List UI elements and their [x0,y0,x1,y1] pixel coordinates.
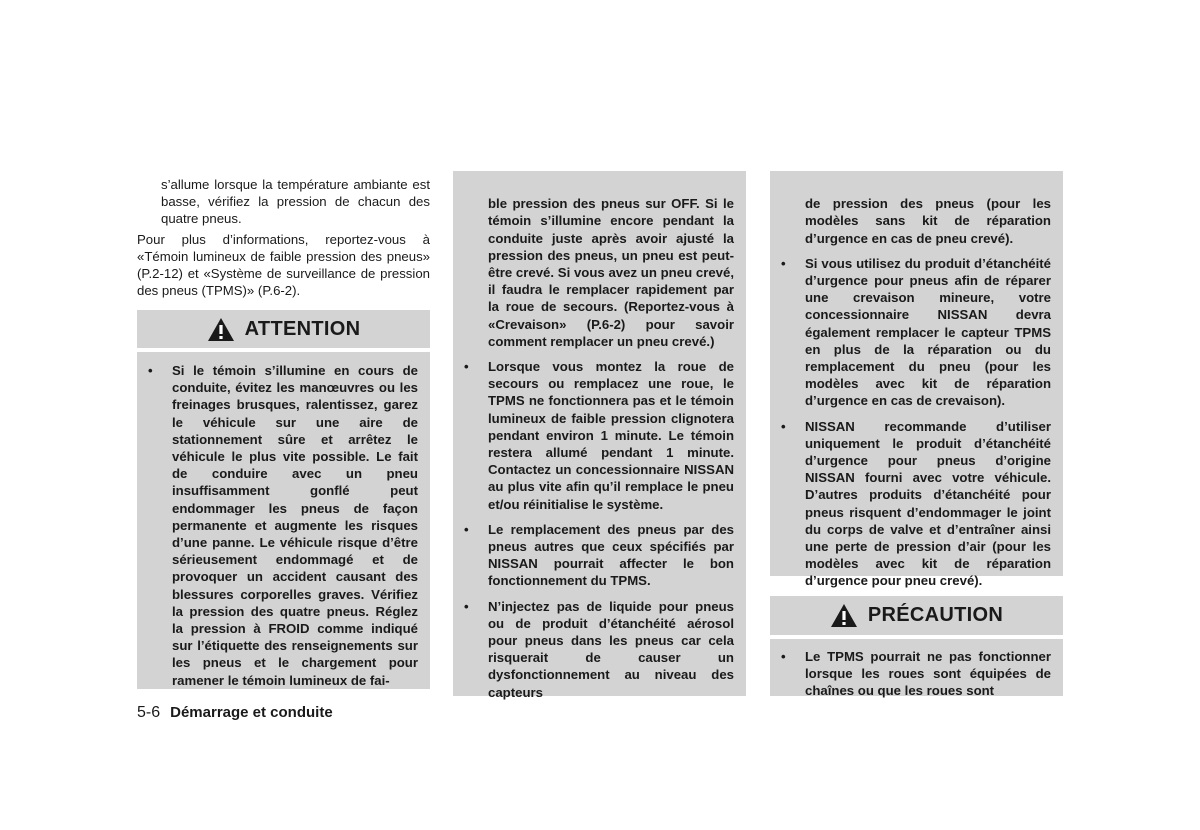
bullet-icon: • [148,363,153,378]
right-continuation-text: de pression des pneus (pour les modèles sans kit de réparation d’urgence en cas de pneu crevé). [805,196,1051,246]
attention-box [137,352,430,689]
warning-triangle-icon [830,603,858,628]
bullet-icon: • [781,418,786,434]
precaution-box [770,639,1063,699]
right-warning-box [770,171,1063,589]
intro-indent-text: s’allume lorsque la température ambiante est basse, vérifiez la pression de chacun des quatre pneus. [161,177,430,227]
right-list [770,255,1063,590]
attention-banner [137,310,430,348]
middle-list [453,358,746,701]
section-title: Démarrage et conduite [170,704,333,721]
right-item: • NISSAN recommande d’utiliser uniquement le produit d’étanchéité d’urgence pour pneus d’origine NISSAN fourni avec votre véhicule. D’autres produits d’étanchéité pour pneus risquent d’endommager le joint du corps de valve et d’entraîner ainsi une perte de pression d’air (pour les modèles avec kit de réparation d’urgence pour pneu crevé). [781,418,1051,589]
middle-warning-box [453,171,746,700]
attention-item: • Si le témoin s’illumine en cours de conduite, évitez les manœuvres ou les freinages brusques, ralentissez, garez le véhicule sur une aire de stationnement sûre et arrêtez le véhicule le plus vite possible. Le fait de conduire avec un pneu insuffisamment gonflé peut endommager les pneus de façon permanente et augmente les risques d’une panne. Le véhicule risque d’être sérieusement endommagé et de provoquer un accident causant des blessures corporelles graves. Vérifiez la pression des quatre pneus. Réglez la pression à FROID comme indiqué sur l’étiquette des renseignements sur les pneus et le chargement pour ramener le témoin lumineux de fai- [148,363,418,688]
middle-item: • N’injectez pas de liquide pour pneus ou de produit d’étanchéité aérosol pour pneus dans les pneus car cela risquerait de causer un dysfonctionnement au niveau des capteurs [464,598,734,700]
left-column [137,176,430,299]
precaution-banner [770,596,1063,635]
intro-paragraph: Pour plus d’informations, reportez-vous à «Témoin lumineux de faible pression des pneus» (P.2-12) et «Système de surveillance de pression des pneus (TPMS)» (P.6-2). [137,231,430,299]
middle-item: • Le remplacement des pneus par des pneus autres que ceux spécifiés par NISSAN pourrait affecter le bon fonctionnement du TPMS. [464,521,734,589]
bullet-icon: • [781,255,786,271]
precaution-list [770,648,1063,700]
middle-continuation-text: ble pression des pneus sur OFF. Si le témoin s’illumine encore pendant la conduite juste après avoir ajusté la pression des pneus, un pneu est peut-être crevé. Si vous avez un pneu crevé, il faudra le remplacer rapidement par la roue de secours. (Reportez-vous à «Crevaison» (P.6-2) pour savoir comment remplacer un pneu crevé.) [488,196,734,349]
bullet-icon: • [464,521,469,537]
page-number: 5-6 [137,704,161,721]
precaution-item: • Le TPMS pourrait ne pas fonctionner lorsque les roues sont équipées de chaînes ou que les roues sont [781,649,1051,699]
bullet-icon: • [464,598,469,614]
right-item: • Si vous utilisez du produit d’étanchéité d’urgence pour pneus afin de réparer une crevaison mineure, votre concessionnaire NISSAN devra également remplacer le capteur TPMS en plus de la réparation ou du remplacement du pneu (pour les modèles avec kit de réparation d’urgence en cas de crevaison). [781,255,1051,409]
page-footer [137,704,333,722]
bullet-icon: • [781,649,786,664]
attention-list [137,362,430,689]
precaution-title: PRÉCAUTION [867,604,1004,626]
middle-item: • Lorsque vous montez la roue de secours ou remplacez une roue, le TPMS ne fonctionnera pas et le témoin lumineux de faible pression clignotera pendant environ 1 minute. Le témoin restera allumé pendant 1 minute. Contactez un concessionnaire NISSAN au plus vite afin qu’il remplace le pneu et/ou réinitialise le système. [464,359,734,512]
warning-triangle-icon [207,317,235,342]
bullet-icon: • [464,359,469,375]
attention-title: ATTENTION [244,317,361,340]
